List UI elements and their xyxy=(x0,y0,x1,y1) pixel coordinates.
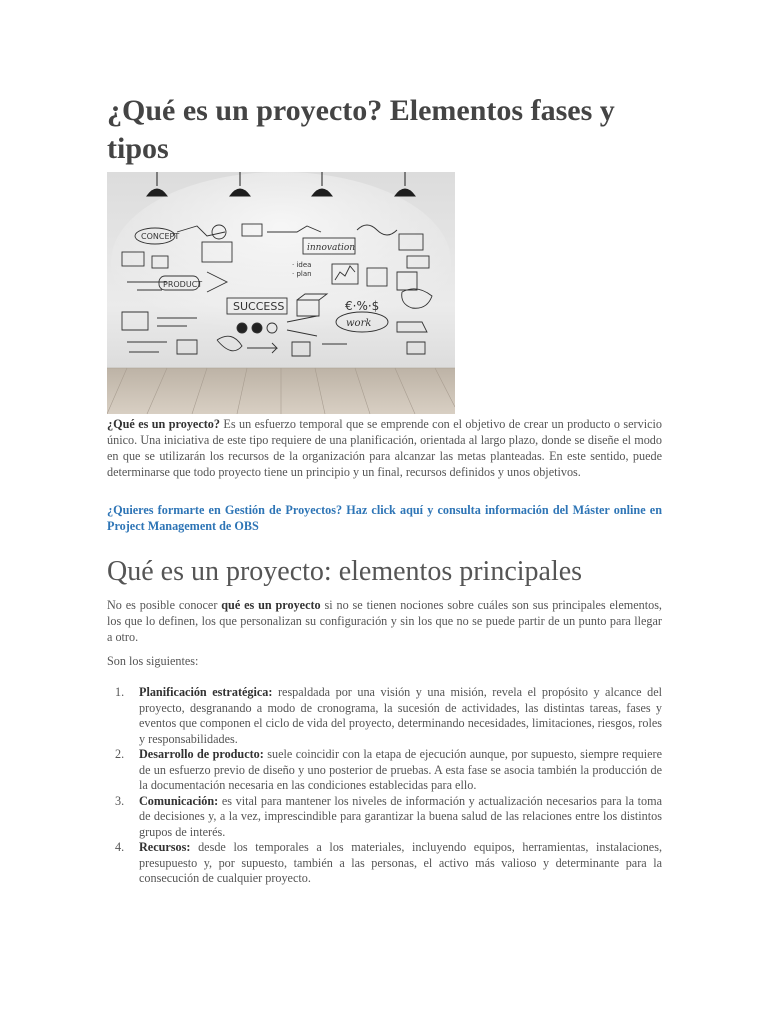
list-item xyxy=(107,685,662,747)
svg-text:€·%·$: €·%·$ xyxy=(345,299,380,313)
p2-bold: qué es un proyecto xyxy=(221,598,321,612)
list-number: 2. xyxy=(115,747,125,761)
svg-text:SUCCESS: SUCCESS xyxy=(233,300,285,313)
p2-before: No es posible conocer xyxy=(107,598,222,612)
p2-after: si no se tienen nociones sobre cuáles son sus principales elementos, los que lo definen, los que personalizan su configuración y sin los que no se puede partir de un punto para llegar a otro. xyxy=(107,598,662,644)
list-item xyxy=(107,747,662,794)
intro-lead: ¿Qué es un proyecto? xyxy=(107,417,220,431)
list-term: Comunicación: xyxy=(139,793,219,808)
list-number: 1. xyxy=(115,685,125,699)
list-term: Desarrollo de producto: xyxy=(139,747,264,761)
intro-text: Es un esfuerzo temporal que se emprende con el objetivo de crear un producto o servicio único. Una iniciativa de este tipo requiere de una planificación, orientada al largo plazo, donde se diseñe el modo en que se utilizarán los recursos de la organización para alcanzar las metas planteadas. En este sentido, puede determinarse que todo proyecto tiene un principio y un final, recursos definidos y unos objetivos. xyxy=(107,417,662,479)
list-text: respaldada por una visión y una misión, revela el propósito y alcance del proyecto, desgranando a modo de cronograma, la sucesión de actividades, las distintas tareas, fases y eventos que componen el ciclo de vida del proyecto, determinando necesidades, limitaciones, riesgos, roles y responsabilidades. xyxy=(139,685,662,746)
elements-intro-paragraph xyxy=(107,597,662,645)
svg-text:work: work xyxy=(346,318,372,329)
list-text: desde los temporales a los materiales, incluyendo equipos, herramientas, instalaciones, presupuesto y, por supuesto, también a las personas, el activo más valioso y determinante para la consecución de cualquier proyecto. xyxy=(139,840,662,885)
list-lead-paragraph: Son los siguientes: xyxy=(107,654,199,668)
list-text: suele coincidir con la etapa de ejecución aunque, por supuesto, siempre requiere de un esfuerzo previo de diseño y uno posterior de pruebas. A esta fase se asocia también la producción de la documentación necesaria en las condiciones establecidas para ello. xyxy=(139,747,663,792)
page-title: ¿Qué es un proyecto? Elementos fases y tipos xyxy=(107,94,615,165)
list-number: 4. xyxy=(115,840,125,854)
hero-image xyxy=(107,172,455,414)
list-term: Planificación estratégica: xyxy=(139,685,273,699)
sketch-concept: CONCEPT xyxy=(141,232,180,241)
masters-program-link[interactable]: ¿Quieres formarte en Gestión de Proyectos? Haz click aquí y consulta información del Máster online en Project Management de OBS xyxy=(107,503,662,533)
list-text: es vital para mantener los niveles de información y actualización necesarios para la toma de decisiones y, a la vez, imprescindible para garantizar la buena salud de las relaciones entre los distintos grupos de interés. xyxy=(139,793,662,839)
list-term: Recursos: xyxy=(139,840,191,854)
list-number: 3. xyxy=(115,793,125,808)
section-heading: Qué es un proyecto: elementos principales xyxy=(107,556,583,587)
list-item xyxy=(107,794,662,841)
svg-text:· plan: · plan xyxy=(292,270,312,278)
svg-text:PRODUCT: PRODUCT xyxy=(163,280,203,289)
elements-list xyxy=(107,685,662,887)
svg-text:innovation: innovation xyxy=(307,243,356,253)
list-item xyxy=(107,840,662,887)
intro-paragraph xyxy=(107,416,662,480)
svg-text:· idea: · idea xyxy=(292,261,312,269)
